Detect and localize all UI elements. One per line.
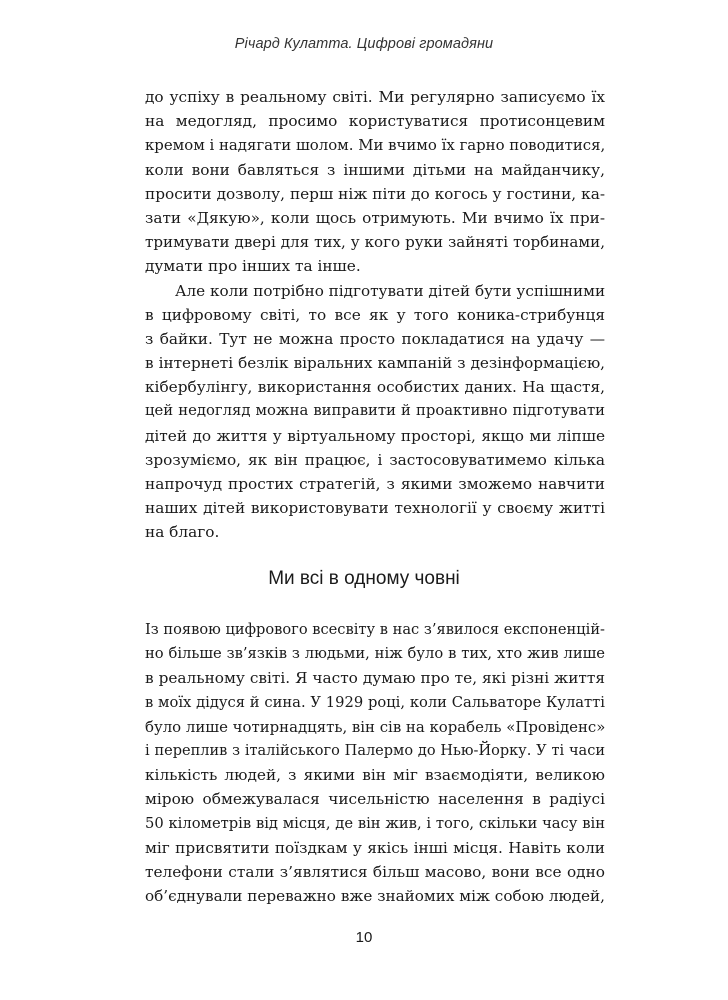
text-line: кількість людей, з якими він міг взаємодіяти, великою (145, 766, 605, 785)
text-line: кібербулінгу, використання особистих даних. На щастя, (145, 378, 605, 397)
text-line: наших дітей використовувати технології у своєму житті (145, 499, 605, 518)
text-line: і переплив з італійського Палермо до Нью-Йорку. У ті часи (145, 742, 605, 759)
running-head: Річард Кулатта. Цифрові громадяни (234, 36, 494, 52)
text-line: просити дозволу, перш ніж піти до когось у гостини, ка- (145, 184, 605, 203)
text-line: 50 кілометрів від місця, де він жив, і того, скільки часу він (145, 814, 605, 832)
text-line: дітей до життя у віртуальному просторі, якщо ми ліпше (145, 426, 605, 445)
text-line: до успіху в реальному світі. Ми регулярно записуємо їх (145, 88, 605, 106)
text-line: но більше зв’язків з людьми, ніж було в тих, хто жив лише (145, 645, 605, 663)
body-text-block-1 (145, 85, 605, 545)
text-line: зати «Дякую», коли щось отримують. Ми вчимо їх при- (145, 208, 605, 227)
text-line: цей недогляд можна виправити й проактивно підготувати (145, 402, 605, 420)
text-line: на благо. (145, 523, 220, 542)
text-line: міг присвятити поїздкам у якісь інші місця. Навіть коли (145, 838, 605, 857)
text-line: в моїх дідуся й сина. У 1929 році, коли Сальваторе Кулатті (145, 693, 605, 711)
text-line: з байки. Тут не можна просто покладатися на удачу — (145, 329, 605, 348)
text-line: тримувати двері для тих, у кого руки зайняті торбинами, (145, 233, 605, 252)
text-line: телефони стали з’являтися більш масово, вони все одно (145, 862, 605, 881)
page-number: 10 (355, 929, 373, 946)
text-line: на медогляд, просимо користуватися протисонцевим (145, 112, 605, 131)
body-text-block-2 (145, 618, 605, 908)
text-line: об’єднували переважно вже знайомих між собою людей, (145, 887, 605, 906)
text-line: було лише чотирнадцять, він сів на корабель «Провіденс» (145, 717, 606, 736)
text-line: Із появою цифрового всесвіту в нас з’явилося експоненцій- (145, 621, 605, 638)
text-line: коли вони бавляться з іншими дітьми на майданчику, (145, 160, 605, 179)
text-line: Але коли потрібно підготувати дітей бути успішними (175, 281, 606, 300)
text-line: мірою обмежувалася чисельністю населення в радіусі (145, 790, 605, 809)
text-line: кремом і надягати шолом. Ми вчимо їх гарно поводитися, (145, 136, 606, 155)
text-line: зрозуміємо, як він працює, і застосовуватимемо кілька (145, 450, 605, 469)
text-line: напрочуд простих стратегій, з якими зможемо навчити (145, 475, 605, 493)
text-line: думати про інших та інше. (145, 257, 361, 276)
text-line: в цифровому світі, то все як у того коника-стрибунця (145, 305, 605, 324)
text-line: в інтернеті безлік віральних кампаній з дезінформацією, (145, 354, 605, 373)
section-heading: Ми всі в одному човні (268, 568, 460, 589)
text-line: в реальному світі. Я часто думаю про те, які різні життя (145, 669, 605, 688)
